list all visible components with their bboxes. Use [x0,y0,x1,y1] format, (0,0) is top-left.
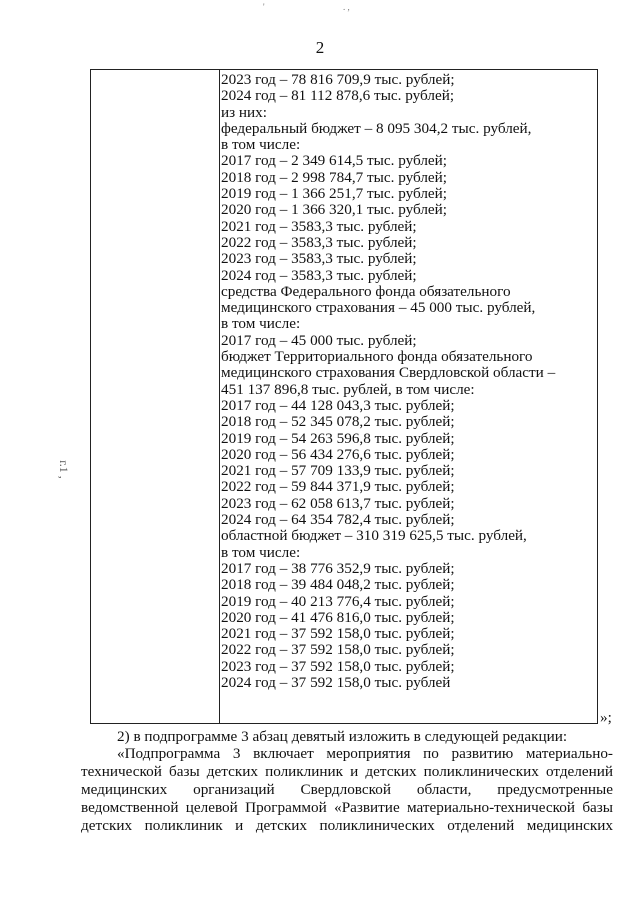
scan-speck: ' [263,2,265,12]
funding-line: федеральный бюджет – 8 095 304,2 тыс. рублей, [221,119,532,137]
funding-line: 2021 год – 57 709 133,9 тыс. рублей; [221,462,455,480]
funding-line: 2017 год – 2 349 614,5 тыс. рублей; [221,152,448,170]
quote-line: медицинских организаций Свердловской области, предусмотренные [81,781,613,798]
funding-line: 2019 год – 40 213 776,4 тыс. рублей; [221,592,455,610]
quote-line: «Подпрограмма 3 включает мероприятия по развитию материально- [117,745,613,762]
funding-line: средства Федерального фонда обязательного [221,282,511,300]
funding-line: 2020 год – 56 434 276,6 тыс. рублей; [221,445,455,463]
funding-line: в том числе: [221,136,301,154]
funding-line: 2019 год – 1 366 251,7 тыс. рублей; [221,185,448,203]
funding-line: медицинского страхования – 45 000 тыс. рублей, [221,299,536,317]
funding-line: в том числе: [221,315,301,333]
funding-line: 2020 год – 41 476 816,0 тыс. рублей; [221,608,455,626]
quote-line: детских поликлиник и детских поликлинических отделений медицинских [81,817,613,834]
funding-line: 2018 год – 52 345 078,2 тыс. рублей; [221,413,455,431]
funding-line: в том числе: [221,543,301,561]
closing-quote: »; [600,709,612,726]
funding-line: 2022 год – 59 844 371,9 тыс. рублей; [221,478,455,496]
funding-line: 2023 год – 62 058 613,7 тыс. рублей; [221,494,455,512]
scan-speck: . , [343,2,350,12]
funding-line: 2022 год – 37 592 158,0 тыс. рублей; [221,641,455,659]
funding-line: 2018 год – 2 998 784,7 тыс. рублей; [221,168,448,186]
funding-line: 2022 год – 3583,3 тыс. рублей; [221,233,417,251]
page-number: 2 [315,38,325,57]
quote-line: ведомственной целевой Программой «Развитие материально-технической базы [81,799,613,816]
funding-line: 2017 год – 38 776 352,9 тыс. рублей; [221,559,455,577]
funding-line: 2023 год – 37 592 158,0 тыс. рублей; [221,657,455,675]
funding-line: бюджет Территориального фонда обязательного [221,348,533,366]
funding-line: 2017 год – 44 128 043,3 тыс. рублей; [221,396,455,414]
item-2-paragraph: 2) в подпрограмме 3 абзац девятый изложить в следующей редакции: [117,728,568,745]
funding-line: 2018 год – 39 484 048,2 тыс. рублей; [221,576,455,594]
funding-line: 451 137 896,8 тыс. рублей, в том числе: [221,380,475,398]
funding-line: 2024 год – 64 354 782,4 тыс. рублей; [221,511,455,529]
funding-table [90,69,598,724]
funding-line: 2023 год – 3583,3 тыс. рублей; [221,250,417,268]
funding-line: 2024 год – 37 592 158,0 тыс. рублей [221,673,451,691]
funding-line: 2021 год – 37 592 158,0 тыс. рублей; [221,625,455,643]
funding-line: 2017 год – 45 000 тыс. рублей; [221,331,417,349]
funding-line: 2021 год – 3583,3 тыс. рублей; [221,217,417,235]
funding-lines [221,72,555,691]
funding-line: 2024 год – 81 112 878,6 тыс. рублей; [221,87,455,105]
quote-line: технической базы детских поликлиник и детских поликлинических отделений [81,763,613,780]
column-divider [219,70,220,723]
funding-line: из них: [221,103,267,121]
funding-line: 2023 год – 78 816 709,9 тыс. рублей; [221,71,455,88]
funding-line: 2024 год – 3583,3 тыс. рублей; [221,266,417,284]
funding-line: 2020 год – 1 366 320,1 тыс. рублей; [221,201,448,219]
margin-mark: г.1 , [56,460,71,479]
funding-line: областной бюджет – 310 319 625,5 тыс. рублей, [221,527,527,545]
funding-line: 2019 год – 54 263 596,8 тыс. рублей; [221,429,455,447]
funding-line: медицинского страхования Свердловской области – [221,364,556,382]
